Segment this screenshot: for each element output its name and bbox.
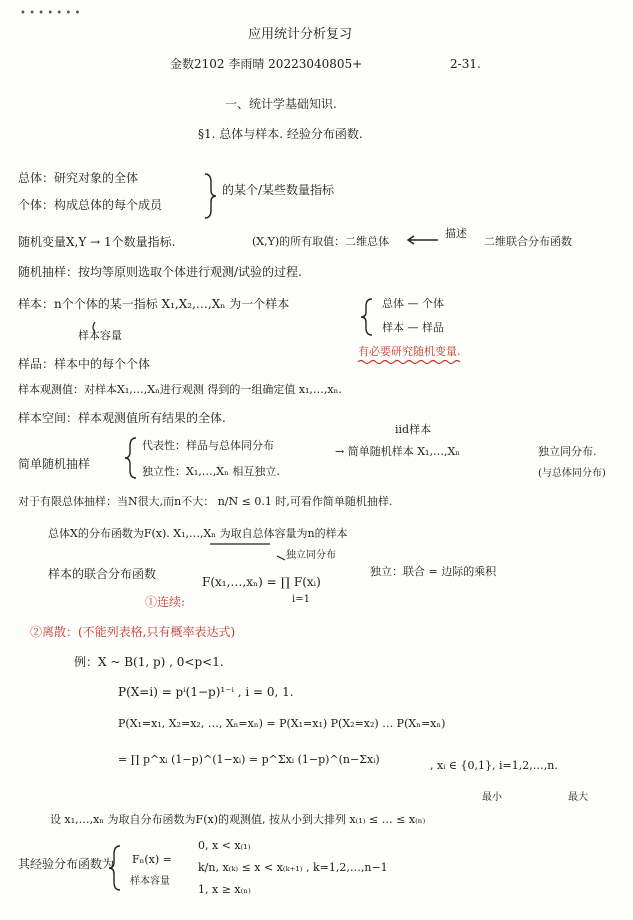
- srs-label: 简单随机抽样: [18, 457, 91, 471]
- section-title: §1. 总体与样本. 经验分布函数.: [198, 127, 363, 141]
- ecdf-case-3: 1, x ≥ x₍ₙ₎: [198, 883, 251, 896]
- finite-pop: 对于有限总体抽样：当N很大,而n不大： n/N ≤ 0.1 时,可看作简单随机抽样.: [18, 495, 393, 508]
- prod-limits: i=1: [292, 594, 310, 605]
- iid-note: 独立同分布.: [538, 445, 597, 458]
- max-label: 最大: [568, 792, 588, 803]
- independence-note: 独立：联合 = 边际的乘积: [370, 565, 497, 578]
- date: 2-31.: [450, 57, 481, 71]
- def-xy-values: (X,Y)的所有取值：二维总体: [252, 235, 390, 248]
- ecdf-cap: 样本容量: [130, 876, 170, 887]
- srs-independent: 独立性：X₁,…,Xₙ 相互独立.: [142, 465, 280, 478]
- page-title: 应用统计分析复习: [248, 27, 353, 42]
- srs-result: → 简单随机样本 X₁,…,Xₙ: [335, 445, 461, 458]
- product-pmf-line: = ∏ p^xᵢ (1−p)^(1−xᵢ) = p^Σxᵢ (1−p)^(n−Σxᵢ): [118, 753, 380, 766]
- def-individual: 个体：构成总体的每个成员: [18, 198, 163, 212]
- def-random-vector: 随机变量X,Y → 1个数量指标.: [18, 235, 176, 249]
- def-sample: 样本：n个个体的某一指标 X₁,X₂,…,Xₙ 为一个样本: [18, 297, 290, 311]
- def-sample-space: 样本空间：样本观测值所有结果的全体.: [18, 411, 226, 425]
- author-line: 金数2102 李雨晴 20223040805+: [170, 57, 363, 71]
- dist-line: 总体X的分布函数为F(x). X₁,…,Xₙ 为取自总体容量为n的样本: [48, 527, 348, 540]
- ecdf-setup: 设 x₁,…,xₙ 为取自分布函数为F(x)的观测值, 按从小到大排列 x₍₁₎ ≤ … ≤ x₍ₙ₎: [50, 813, 426, 826]
- continuous-label: ①连续:: [145, 595, 186, 609]
- ecdf-case-2: k/n, x₍ₖ₎ ≤ x < x₍ₖ₊₁₎ , k=1,2,…,n−1: [198, 861, 388, 874]
- corner-marks: • • • • • • •: [20, 8, 81, 19]
- ind-same-label: 独立同分布: [286, 550, 336, 561]
- def-population: 总体：研究对象的全体: [18, 171, 139, 185]
- def-random-sampling: 随机抽样：按均等原则选取个体进行观测/试验的过程.: [18, 265, 302, 279]
- iid-label: iid样本: [395, 423, 432, 436]
- srs-representative: 代表性：样品与总体同分布: [142, 439, 274, 452]
- ecdf-fn: Fₙ(x) =: [132, 853, 172, 866]
- brace-total: [205, 174, 216, 218]
- pmf-line: P(X=i) = pⁱ(1−p)¹⁻ⁱ , i = 0, 1.: [118, 685, 294, 699]
- brace-map: [361, 299, 372, 335]
- def-item: 样品：样本中的每个个体: [18, 357, 151, 371]
- formula-F: F(x₁,…,xₙ) = ∏ F(xᵢ): [202, 575, 321, 589]
- brace-note: 的某个/某些数量指标: [222, 183, 335, 197]
- random-var-note: 有必要研究随机变量.: [358, 345, 461, 358]
- pop-map: 总体 — 个体: [382, 297, 444, 310]
- brace-srs: [125, 438, 136, 478]
- min-label: 最小: [482, 792, 502, 803]
- ecdf-label: 其经验分布函数为: [18, 857, 115, 871]
- joint-label: 样本的联合分布函数: [48, 567, 157, 581]
- sample-map: 样本 — 样品: [382, 321, 444, 334]
- sample-size-note: 样本容量: [78, 329, 122, 342]
- joint-pmf-line: P(X₁=x₁, X₂=x₂, …, Xₙ=xₙ) = P(X₁=x₁) P(X₂=x₂) … P(Xₙ=xₙ): [118, 717, 446, 730]
- iid-note-2: (与总体同分布): [538, 468, 606, 479]
- ecdf-case-1: 0, x < x₍₁₎: [198, 839, 251, 852]
- chapter-title: 一、统计学基础知识.: [225, 97, 337, 111]
- corresponds-label: 描述: [445, 227, 467, 240]
- discrete-label: ②离散：(不能列表格,只有概率表达式): [30, 625, 236, 639]
- joint-dist-label: 二维联合分布函数: [484, 235, 572, 248]
- product-range: , xᵢ ∈ {0,1}, i=1,2,…,n.: [430, 759, 558, 772]
- def-obs-value: 样本观测值：对样本X₁,…,Xₙ进行观测 得到的一组确定值 x₁,…,xₙ.: [18, 383, 342, 396]
- example-line: 例：X ~ B(1, p) , 0<p<1.: [74, 655, 224, 669]
